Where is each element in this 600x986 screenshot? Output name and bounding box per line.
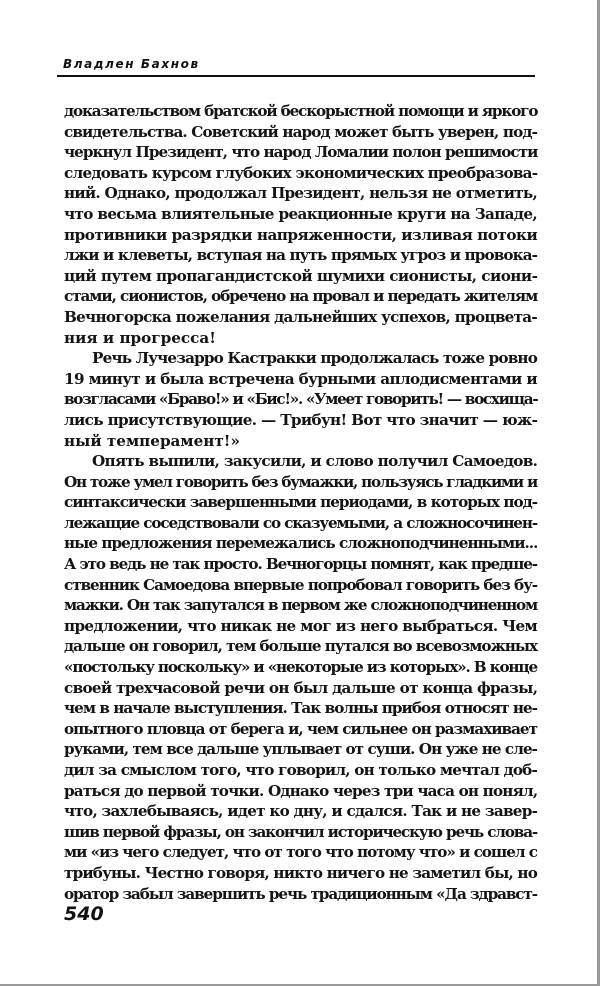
text-line: лись присутствующие. — Трибун! Вот что значит — юж- <box>64 410 538 429</box>
text-line: своей трехчасовой речи он был дальше от конца фразы, <box>64 678 538 697</box>
text-line: трибуны. Честно говоря, никто ничего не заметил бы, но <box>64 863 537 882</box>
text-line: мажки. Он так запутался в первом же сложноподчиненном <box>64 596 537 615</box>
text-line: «постольку поскольку» и «некоторые из которых». В конце <box>64 658 537 677</box>
text-line: стами, сионистов, обречено на провал и передать жителям <box>64 287 538 306</box>
text-line: лежащие соседствовали со сказуемыми, а сложносочинен- <box>64 513 537 532</box>
text-line: предложении, что никак не мог из него выбраться. Чем <box>64 616 537 635</box>
text-line: ми «из чего следует, что от того что потому что» и сошел с <box>64 843 537 862</box>
running-head <box>57 57 535 77</box>
text-line: оратор забыл завершить речь традиционным «Да здравст- <box>64 884 537 903</box>
text-line: возгласами «Браво!» и «Бис!». «Умеет говорить! — восхища- <box>64 390 538 409</box>
text-line: ный темперамент!» <box>64 431 240 450</box>
paragraph-first-line: Опять выпили, закусили, и слово получил Самоедов. <box>92 452 538 471</box>
paragraph-first-line: Речь Лучезарро Кастракки продолжалась тоже ровно <box>92 349 537 368</box>
text-line: руками, тем все дальше уплывает от суши. Он уже не сле- <box>64 740 537 759</box>
text-line: 19 минут и была встречена бурными аплодисментами и <box>64 369 537 388</box>
text-line: ные предложения перемежались сложноподчиненными... <box>64 534 538 553</box>
running-head-author: Владлен Бахнов <box>63 57 200 71</box>
text-line: ния и прогресса! <box>64 328 216 347</box>
text-line: что весьма влиятельные реакционные круги на Западе, <box>64 204 537 223</box>
text-line: ний. Однако, продолжал Президент, нельзя не отметить, <box>64 184 537 203</box>
text-line: черкнул Президент, что народ Ломалии полон решимости <box>64 143 538 162</box>
text-line: чем в начале выступления. Так волны прибоя относят не- <box>64 699 537 718</box>
text-line: Он тоже умел говорить без бумажки, пользуясь гладкими и <box>64 472 537 491</box>
body-text <box>64 101 537 904</box>
text-line: следовать курсом глубоких экономических преобразова- <box>64 163 538 182</box>
text-line: синтаксически завершенными периодами, в которых под- <box>64 493 537 512</box>
text-line: опытного пловца от берега и, чем сильнее он размахивает <box>64 719 537 738</box>
text-line: свидетельства. Советский народ может быть уверен, под- <box>64 122 537 141</box>
text-line: шив первой фразы, он закончил историческую речь слова- <box>64 822 537 841</box>
text-line: дальше он говорил, тем больше путался во всевозможных <box>64 637 537 656</box>
text-line: А это ведь не так просто. Вечногорцы помнят, как предше- <box>64 555 537 574</box>
text-line: противники разрядки напряженности, изливая потоки <box>64 225 538 244</box>
text-line: что, захлебываясь, идет ко дну, и сдался. Так и не завер- <box>64 802 538 821</box>
text-line: раться до первой точки. Однако через три часа он понял, <box>64 781 538 800</box>
text-line: лжи и клеветы, вступая на путь прямых угроз и провока- <box>64 246 538 265</box>
text-line: дил за смыслом того, что говорил, он только мечтал доб- <box>64 761 537 779</box>
text-line: Вечногорска пожелания дальнейших успехов, процвета- <box>64 307 537 326</box>
page-number: 540 <box>64 903 104 925</box>
text-line: ций путем пропагандистской шумихи сионисты, сиони- <box>64 266 538 285</box>
text-line: доказательством братской бескорыстной помощи и яркого <box>64 102 538 120</box>
text-line: ственник Самоедова впервые попробовал говорить без бу- <box>64 575 537 594</box>
